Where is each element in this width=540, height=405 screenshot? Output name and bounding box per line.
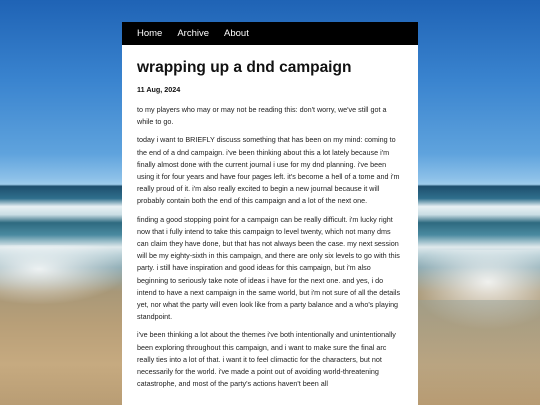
- blog-page: [122, 22, 418, 405]
- post-paragraph: to my players who may or may not be reading this: don't worry, we've still got a while to go.: [137, 105, 387, 127]
- wet-sand: [410, 300, 540, 405]
- post-paragraph: today i want to BRIEFLY discuss something that has been on my mind: coming to the end of a dnd campaign. i've been thinking about this a lot lately because i'm finally almost done with the current journal i use for my dnd planning. i've been using it for four years and have four pages left. it's become a hell of a tome and i'm really proud of it. i'm also really excited to begin a new journal because it will probably contain both the end of this campaign and a lot of the next one.: [137, 135, 400, 206]
- nav-link-archive[interactable]: Archive: [177, 28, 210, 39]
- top-nav: [122, 22, 418, 45]
- wave-foam: [0, 245, 130, 305]
- post-content: [122, 45, 418, 390]
- post-paragraph: finding a good stopping point for a campaign can be really difficult. i'm lucky right now that i fully intend to take this campaign to level twenty, which not many dms can claim they have done, but that has not always been the case. my next session will be my eighty-sixth in this campaign, and there are only six levels to go with this party. i still have inspiration and good ideas for this campaign, but i'm also beginning to seriously take note of ideas i have for the next one. and yes, i do intend to have a next campaign in the same world, but i'm not sure of all the details yet, nor what the party will even look like from a party balance and a who's playing standpoint.: [137, 214, 401, 322]
- nav-link-home[interactable]: Home: [137, 28, 163, 39]
- post-title: wrapping up a dnd campaign: [137, 59, 352, 76]
- post-paragraph: i've been thinking a lot about the themes i've both intentionally and unintentionally been exploring throughout this campaign, and i want to make sure the final arc really ties into a lot of that. i want it to feel climactic for the characters, but not necessarily for the world. i've made a point out of avoiding world-threatening catastrophe, and most of the party's actions haven't been all: [137, 330, 396, 389]
- nav-link-about[interactable]: About: [224, 28, 249, 39]
- post-date: 11 Aug, 2024: [137, 85, 181, 94]
